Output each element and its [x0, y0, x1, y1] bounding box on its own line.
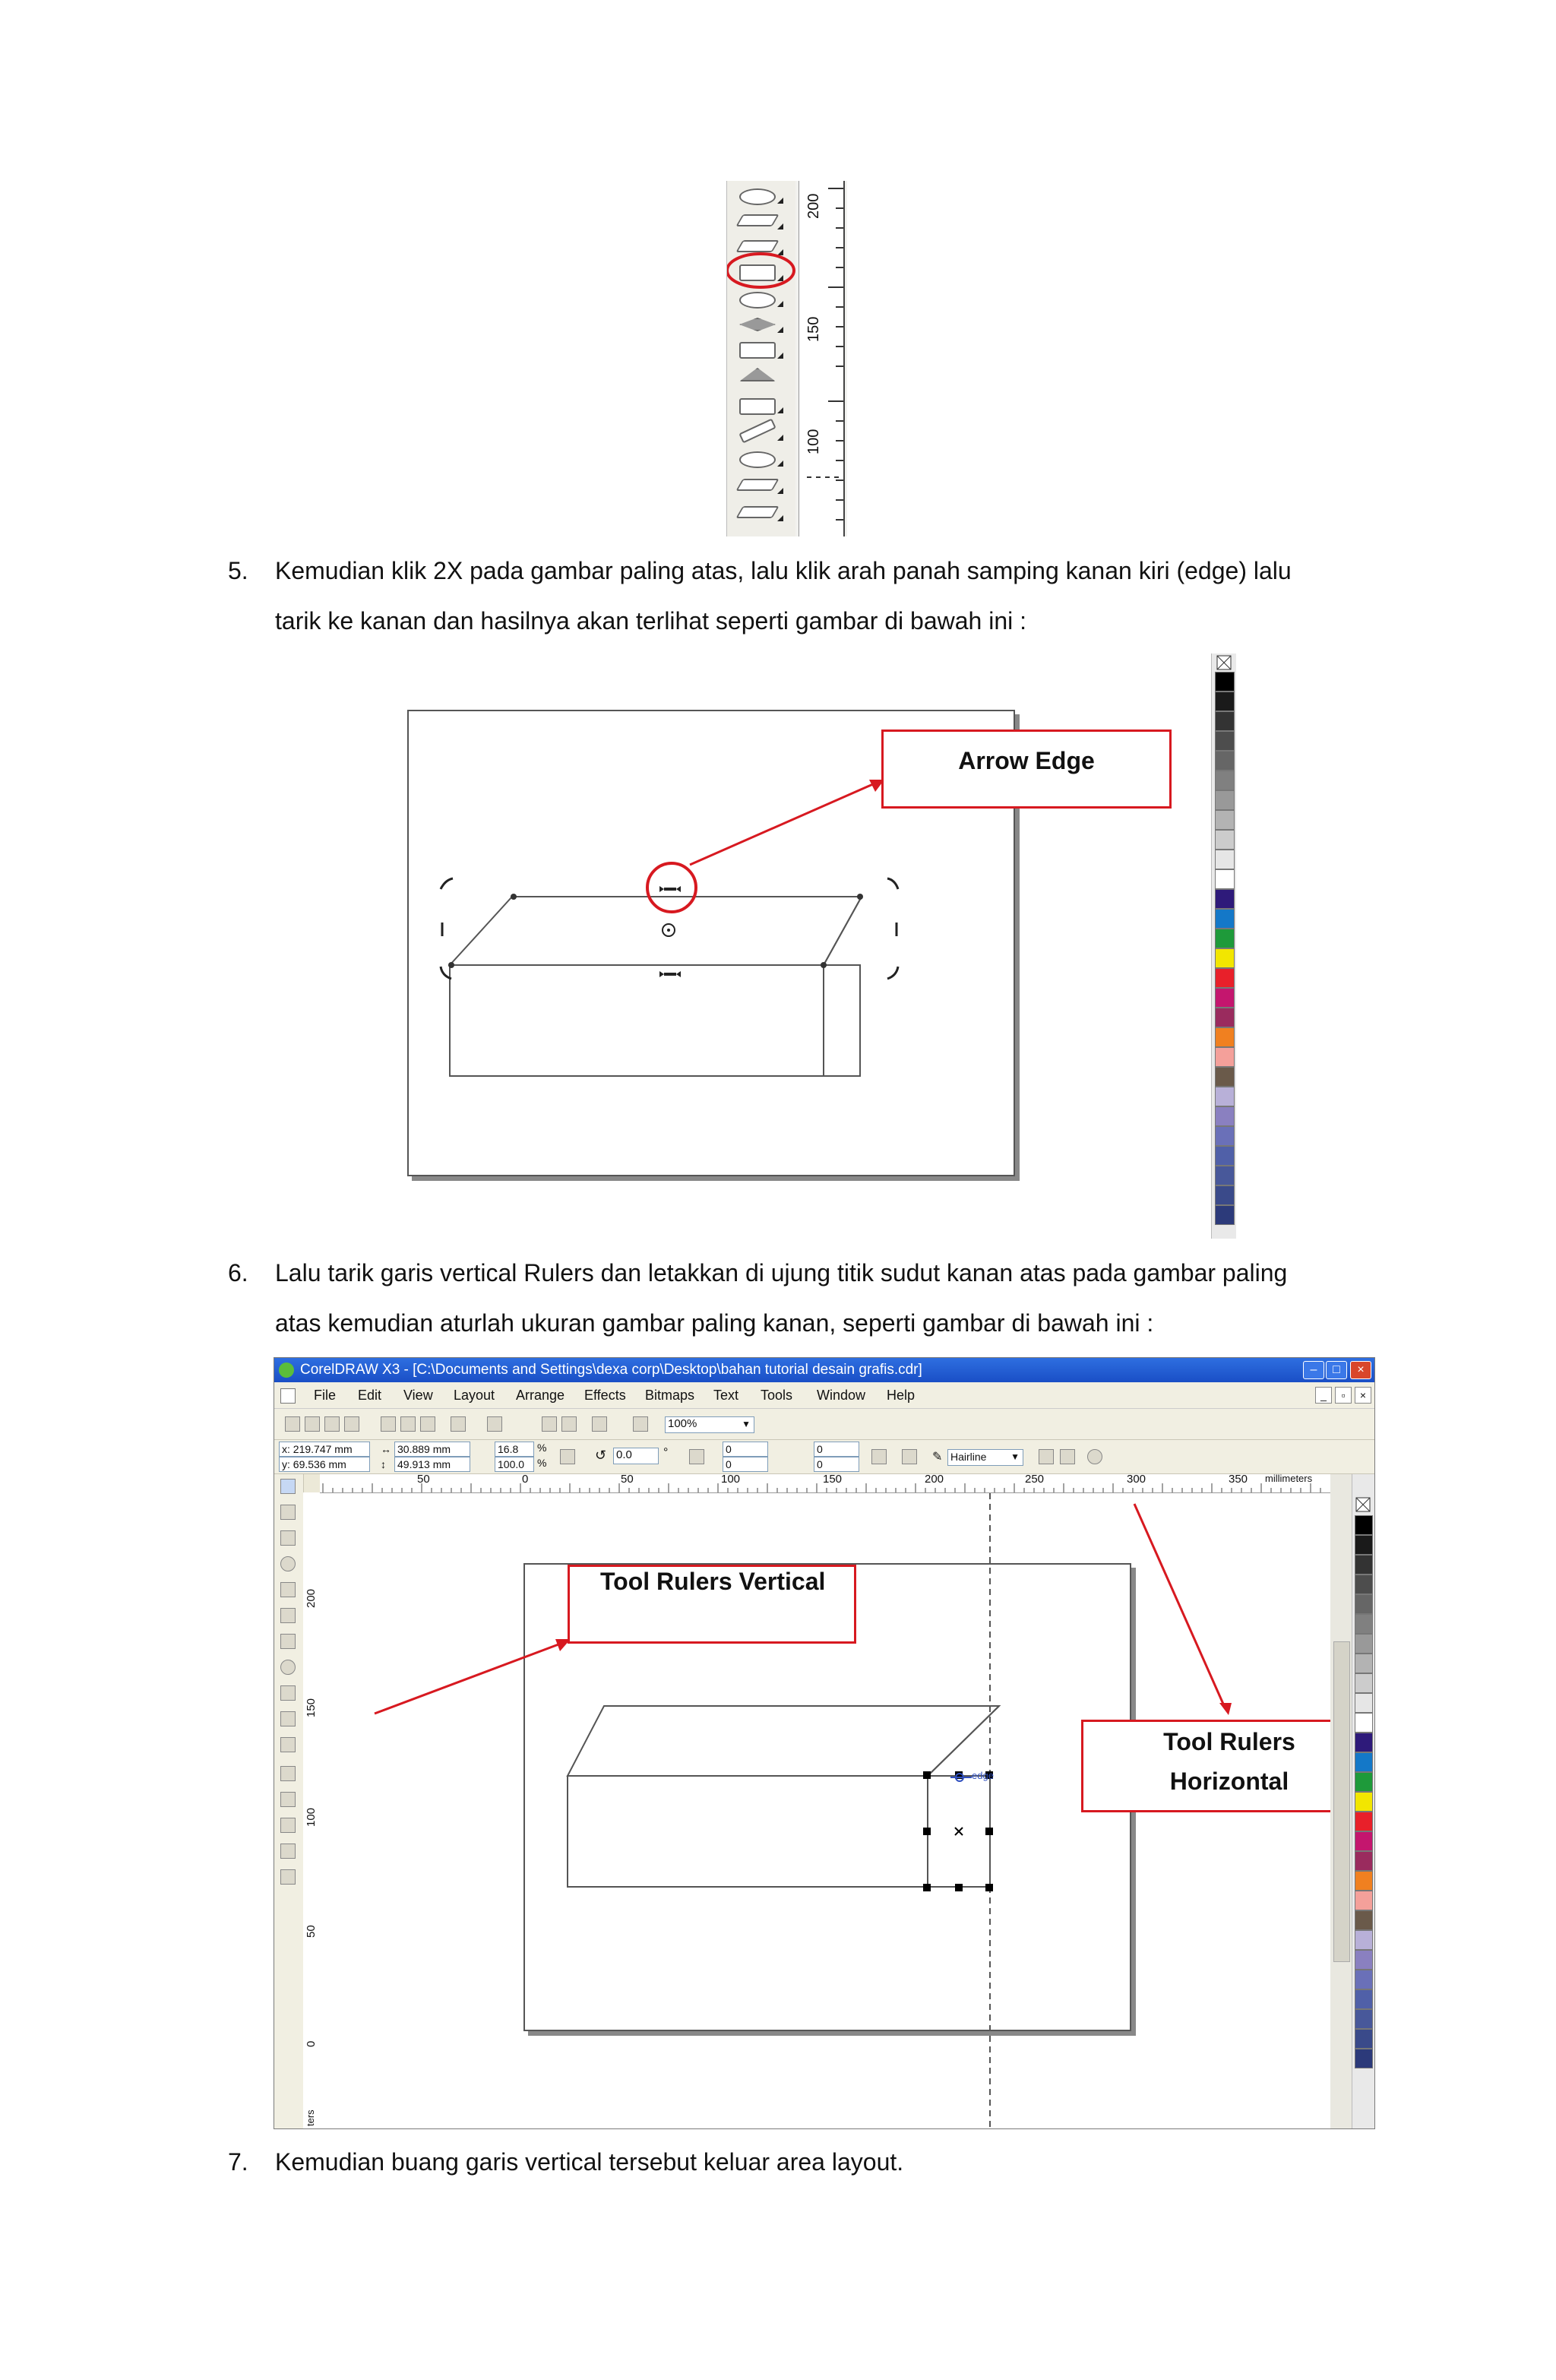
eyedropper-tool-icon[interactable] [738, 419, 776, 444]
order-icon[interactable] [1060, 1449, 1075, 1464]
interactive-fill-tool-icon[interactable] [735, 506, 779, 518]
close-button[interactable]: × [1350, 1361, 1371, 1379]
ruler-label: 100 [305, 1807, 318, 1827]
percent-label: % [537, 1442, 547, 1454]
swatch[interactable] [1355, 1752, 1373, 1772]
callout-line-1: Tool Rulers [1163, 1728, 1295, 1755]
fill-tool-icon[interactable] [280, 1844, 296, 1859]
swatch[interactable] [1215, 731, 1235, 751]
basic-shapes-tool-icon[interactable] [739, 342, 776, 359]
corner-roundness-field[interactable]: 0 [723, 1457, 768, 1472]
menu-edit[interactable]: Edit [358, 1388, 382, 1403]
cut-icon[interactable] [381, 1416, 396, 1432]
polygon-tool-icon[interactable] [280, 1685, 296, 1701]
copy-icon[interactable] [400, 1416, 416, 1432]
swatch[interactable] [1215, 1185, 1235, 1205]
no-color-icon[interactable] [1216, 655, 1232, 670]
app-logo-icon [279, 1362, 294, 1378]
swatch[interactable] [1355, 1871, 1373, 1891]
swatch[interactable] [1355, 1575, 1373, 1594]
swatch[interactable] [1215, 948, 1235, 968]
swatch[interactable] [1355, 2009, 1373, 2029]
ruler-label: 100 [805, 429, 822, 454]
export-icon[interactable] [561, 1416, 577, 1432]
flyout-indicator-icon [777, 353, 783, 359]
height-icon: ↕ [381, 1458, 386, 1470]
outline-pen-icon: ✎ [932, 1451, 943, 1464]
drawing-canvas[interactable] [320, 1493, 1330, 2128]
polygon-tool-icon[interactable] [739, 318, 776, 331]
menu-layout[interactable]: Layout [454, 1388, 495, 1403]
color-palette[interactable] [1352, 1474, 1375, 2128]
toolbox [274, 1474, 304, 2128]
menu-file[interactable]: File [314, 1388, 337, 1403]
swatch[interactable] [1215, 988, 1235, 1008]
step-number: 6. [228, 1259, 248, 1287]
ruler-unit: millimeters [1265, 1473, 1313, 1484]
crop-tool-icon[interactable] [280, 1530, 296, 1546]
no-color-icon[interactable] [1355, 1497, 1371, 1512]
smart-fill-tool-icon[interactable] [280, 1608, 296, 1623]
corner-roundness-field[interactable]: 0 [814, 1457, 859, 1472]
swatch[interactable] [1355, 1594, 1373, 1614]
percent-label: % [537, 1457, 547, 1469]
swatch[interactable] [1355, 1673, 1373, 1693]
ruler-label: 0 [522, 1473, 529, 1486]
menu-window[interactable]: Window [817, 1388, 866, 1403]
step-text-line-1: Kemudian klik 2X pada gambar paling atas, lalu klik arah panah samping kanan kiri (edge) lalu [275, 557, 1292, 584]
wrap-text-icon[interactable] [902, 1449, 917, 1464]
vertical-ruler[interactable] [799, 181, 845, 536]
interactive-blend-tool-icon[interactable] [739, 398, 776, 415]
scrollbar-thumb[interactable] [1333, 1641, 1350, 1962]
swatch[interactable] [1355, 1930, 1373, 1950]
color-palette[interactable] [1211, 654, 1236, 1239]
callout-line-2: Horizontal [1169, 1768, 1289, 1795]
swatch[interactable] [1355, 1733, 1373, 1752]
swatch[interactable] [1355, 1634, 1373, 1654]
freehand-tool-icon[interactable] [280, 1582, 296, 1597]
menu-text[interactable]: Text [713, 1388, 739, 1403]
swatch[interactable] [1355, 1772, 1373, 1792]
swatch[interactable] [1355, 1614, 1373, 1634]
height-field[interactable]: 49.913 mm [394, 1457, 470, 1472]
import-icon[interactable] [542, 1416, 557, 1432]
scale-height-field[interactable]: 100.0 [495, 1457, 534, 1472]
coreldraw-window [274, 1357, 1375, 2129]
ruler-label: 50 [621, 1473, 634, 1486]
eyedropper-tool-icon[interactable] [280, 1792, 296, 1807]
step-text-line-1: Lalu tarik garis vertical Rulers dan letakkan di ujung titik sudut kanan atas pada gambar paling [275, 1259, 1288, 1287]
ruler-label: 50 [305, 1925, 318, 1938]
swatch[interactable] [1215, 929, 1235, 948]
outline-tool-icon[interactable] [739, 451, 776, 468]
redo-icon[interactable] [487, 1416, 502, 1432]
swatch[interactable] [1215, 1106, 1235, 1126]
fill-tool-icon[interactable] [735, 479, 779, 491]
basic-shapes-tool-icon[interactable] [280, 1711, 296, 1726]
swatch[interactable] [1355, 1654, 1373, 1673]
paste-icon[interactable] [420, 1416, 435, 1432]
options-icon[interactable] [1087, 1449, 1102, 1464]
round-corners-icon[interactable] [871, 1449, 887, 1464]
menu-bar [274, 1382, 1374, 1409]
swatch[interactable] [1355, 1910, 1373, 1930]
x-position-field[interactable]: x: 219.747 mm [279, 1442, 370, 1457]
menu-arrange[interactable]: Arrange [516, 1388, 565, 1403]
step-number: 7. [228, 2148, 248, 2176]
swatch[interactable] [1215, 1146, 1235, 1166]
ellipse-tool-icon[interactable] [280, 1660, 296, 1675]
flyout-indicator-icon [777, 327, 783, 333]
swatch[interactable] [1215, 909, 1235, 929]
swatch[interactable] [1215, 1087, 1235, 1106]
corner-roundness-field[interactable]: 0 [814, 1442, 859, 1457]
swatch[interactable] [1355, 1693, 1373, 1713]
swatch[interactable] [1355, 2029, 1373, 2049]
ruler-unit: ters [305, 2109, 316, 2126]
swatch[interactable] [1215, 810, 1235, 830]
swatch[interactable] [1355, 1950, 1373, 1970]
menu-help[interactable]: Help [887, 1388, 916, 1403]
swatch[interactable] [1355, 1792, 1373, 1812]
menu-effects[interactable]: Effects [584, 1388, 626, 1403]
ruler-label: 200 [925, 1473, 944, 1486]
swatch[interactable] [1355, 1891, 1373, 1910]
vertical-scrollbar[interactable] [1330, 1474, 1352, 2128]
doc-restore-button[interactable]: ▫ [1335, 1387, 1352, 1404]
interactive-fill-tool-icon[interactable] [280, 1869, 296, 1885]
doc-close-button[interactable]: × [1355, 1387, 1371, 1404]
outline-width-select[interactable] [947, 1449, 1023, 1466]
rotate-icon: ↺ [595, 1448, 607, 1463]
degree-label: ° [663, 1446, 669, 1459]
title-bar[interactable] [274, 1358, 1374, 1382]
swatch[interactable] [1215, 1166, 1235, 1185]
swatch[interactable] [1215, 968, 1235, 988]
menu-view[interactable]: View [403, 1388, 433, 1403]
swatch[interactable] [1215, 751, 1235, 771]
swatch[interactable] [1215, 711, 1235, 731]
rectangle-tool-icon[interactable] [280, 1634, 296, 1649]
ruler-label: 200 [805, 193, 822, 219]
swatch[interactable] [1355, 1851, 1373, 1871]
flyout-indicator-icon [777, 460, 783, 467]
zoom-tool-icon[interactable] [280, 1556, 296, 1571]
menu-bitmaps[interactable]: Bitmaps [645, 1388, 695, 1403]
arrow-edge-figure [401, 654, 1260, 1239]
ruler-label: 50 [417, 1473, 430, 1486]
interactive-blend-tool-icon[interactable] [280, 1766, 296, 1781]
text-tool-icon[interactable] [739, 368, 776, 381]
shape-tool-icon[interactable] [280, 1505, 296, 1520]
swatch-white[interactable] [1355, 1713, 1373, 1733]
chevron-down-icon: ▼ [742, 1419, 751, 1429]
ruler-label: 100 [721, 1473, 741, 1486]
step-7 [228, 2137, 1368, 2187]
save-icon[interactable] [324, 1416, 340, 1432]
new-icon[interactable] [285, 1416, 300, 1432]
swatch[interactable] [1355, 1812, 1373, 1831]
toolbox-figure [726, 181, 847, 536]
step-5 [228, 546, 1368, 646]
undo-icon[interactable] [451, 1416, 466, 1432]
document-icon [280, 1388, 296, 1404]
flyout-indicator-icon [777, 515, 783, 521]
step-text-line-2: tarik ke kanan dan hasilnya akan terlihat seperti gambar di bawah ini : [275, 607, 1027, 635]
y-position-field[interactable]: y: 69.536 mm [279, 1457, 370, 1472]
ruler-label: 200 [305, 1588, 318, 1608]
swatch[interactable] [1215, 771, 1235, 790]
swatch[interactable] [1215, 889, 1235, 909]
swatch-white[interactable] [1215, 869, 1235, 889]
print-icon[interactable] [344, 1416, 359, 1432]
swatch[interactable] [1215, 1047, 1235, 1067]
corel-online-icon[interactable] [633, 1416, 648, 1432]
swatch[interactable] [1355, 2049, 1373, 2068]
property-bar [274, 1440, 1374, 1474]
tool-rulers-vertical-callout: Tool Rulers Vertical [568, 1565, 856, 1644]
arrow-edge-callout: Arrow Edge [881, 730, 1172, 809]
flyout-indicator-icon [777, 488, 783, 494]
swatch[interactable] [1215, 1067, 1235, 1087]
window-title: CorelDRAW X3 - [C:\Documents and Settings\dexa corp\Desktop\bahan tutorial desain grafis.cdr] [300, 1362, 922, 1378]
ruler-label: 150 [305, 1698, 318, 1717]
zoom-level-select[interactable] [665, 1416, 754, 1433]
ruler-label: 150 [823, 1473, 843, 1486]
pick-tool-icon[interactable] [280, 1479, 296, 1494]
ruler-label: 150 [805, 316, 822, 342]
flyout-indicator-icon [777, 407, 783, 413]
step-text-line-2: atas kemudian aturlah ukuran gambar paling kanan, seperti gambar di bawah ini : [275, 1309, 1154, 1337]
convert-to-curves-icon[interactable] [1039, 1449, 1054, 1464]
swatch[interactable] [1215, 1027, 1235, 1047]
application-launcher-icon[interactable] [592, 1416, 607, 1432]
text-tool-icon[interactable] [280, 1737, 296, 1752]
swatch[interactable] [1215, 1126, 1235, 1146]
standard-toolbar [274, 1409, 1374, 1440]
ruler-label: 250 [1025, 1473, 1045, 1486]
ruler-label: 0 [305, 2040, 318, 2047]
swatch[interactable] [1355, 1831, 1373, 1851]
zoom-level-value: 100% [668, 1417, 697, 1430]
doc-minimize-button[interactable]: _ [1315, 1387, 1332, 1404]
swatch-black[interactable] [1215, 672, 1235, 692]
rotation-angle-field[interactable]: 0.0 [613, 1448, 659, 1464]
width-field[interactable]: 30.889 mm [394, 1442, 470, 1457]
restore-button[interactable]: □ [1326, 1361, 1347, 1379]
mirror-icon[interactable] [689, 1449, 704, 1464]
width-icon: ↔ [381, 1443, 391, 1455]
swatch[interactable] [1215, 830, 1235, 850]
open-icon[interactable] [305, 1416, 320, 1432]
step-text-line-1: Kemudian buang garis vertical tersebut keluar area layout. [275, 2148, 904, 2176]
edge-label: edge [972, 1770, 994, 1781]
corner-roundness-field[interactable]: 0 [723, 1442, 768, 1457]
flyout-indicator-icon [777, 435, 783, 441]
minimize-button[interactable]: – [1303, 1361, 1324, 1379]
scale-width-field[interactable]: 16.8 [495, 1442, 534, 1457]
ruler-label: 300 [1127, 1473, 1146, 1486]
swatch[interactable] [1215, 1205, 1235, 1225]
step-6 [228, 1248, 1368, 1348]
highlight-circle [727, 181, 803, 302]
swatch[interactable] [1215, 692, 1235, 711]
swatch[interactable] [1215, 850, 1235, 869]
ruler-label: 350 [1229, 1473, 1248, 1486]
step-number: 5. [228, 557, 248, 584]
swatch[interactable] [1215, 1008, 1235, 1027]
horizontal-ruler[interactable] [320, 1474, 1330, 1493]
menu-tools[interactable]: Tools [761, 1388, 793, 1403]
swatch[interactable] [1355, 1970, 1373, 1989]
swatch[interactable] [1215, 790, 1235, 810]
outline-width-value: Hairline [950, 1451, 987, 1463]
swatch-black[interactable] [1355, 1515, 1373, 1535]
vertical-ruler[interactable] [303, 1492, 321, 2128]
chevron-down-icon: ▼ [1010, 1451, 1020, 1462]
swatch[interactable] [1355, 1989, 1373, 2009]
outline-tool-icon[interactable] [280, 1818, 296, 1833]
swatch[interactable] [1355, 1535, 1373, 1555]
lock-ratio-icon[interactable] [560, 1449, 575, 1464]
swatch[interactable] [1355, 1555, 1373, 1575]
